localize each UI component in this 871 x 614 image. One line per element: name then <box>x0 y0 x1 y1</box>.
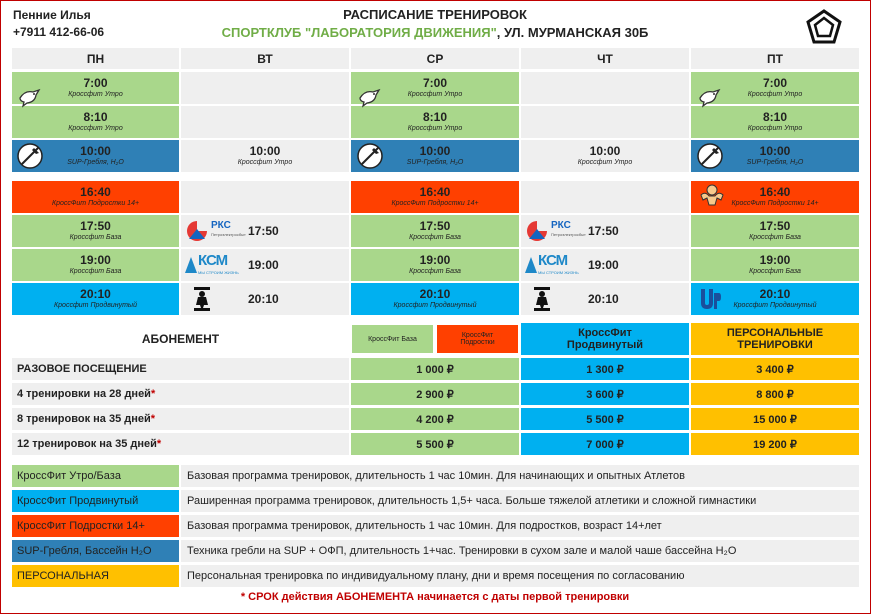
session-label: Кроссфит Утро <box>407 91 463 98</box>
rks-logo <box>185 218 245 244</box>
rks-logo-icon <box>185 219 209 243</box>
price-advanced-4: 3 600 ₽ <box>521 383 689 405</box>
legend-desc-base: Базовая программа тренировок, длительность 1 час 10мин. Для начинающих и опытных Атлетов <box>181 465 859 487</box>
ksm-logo-subtext: МЫ СТРОИМ ЖИЗНЬ <box>198 270 239 275</box>
tue-empty-slot <box>181 72 349 104</box>
sub-row-label <box>12 358 349 380</box>
session-time: 19:00 <box>419 253 451 267</box>
session-time: 8:10 <box>422 110 448 124</box>
rks-logo-subtext: Петроэлектросбыт <box>551 232 586 237</box>
session-label: Кроссфит Утро <box>407 125 463 132</box>
price-personal-8: 15 000 ₽ <box>691 408 859 430</box>
col-teens-header: КроссФит Подростки <box>437 325 518 353</box>
tue-empty-slot <box>181 106 349 138</box>
col-personal-header: ПЕРСОНАЛЬНЫЕ ТРЕНИРОВКИ <box>691 323 859 355</box>
club-line <box>200 25 670 40</box>
sub-row-text: 12 тренировок на 35 дней <box>17 438 157 450</box>
kettlebell-athlete-icon <box>191 285 213 313</box>
legend-desc-advanced: Раширенная программа тренировок, длительность 1,5+ часа. Больше тяжелой атлетики и сложной гимнастики <box>181 490 859 512</box>
session-time: 16:40 <box>759 185 791 199</box>
session-label: Кроссфит Утро <box>577 159 633 166</box>
price-personal-12: 19 200 ₽ <box>691 433 859 455</box>
ksm-logo <box>184 252 246 278</box>
day-header-wed: СР <box>351 48 519 69</box>
paddle-icon <box>356 142 384 170</box>
session-time: 20:10 <box>588 292 619 306</box>
legend-name-personal: ПЕРСОНАЛЬНАЯ <box>12 565 179 587</box>
session-label: Кроссфит База <box>69 268 122 275</box>
rks-logo-text: РКС <box>551 220 571 231</box>
paddle-icon <box>16 142 44 170</box>
ksm-logo-text: КСМ <box>198 252 228 269</box>
page-title: РАСПИСАНИЕ ТРЕНИРОВОК <box>343 7 527 22</box>
session-time: 19:00 <box>759 253 791 267</box>
bird-icon <box>357 84 383 110</box>
session-label: SUP-Гребля, H₂O <box>746 159 804 166</box>
price-base-8: 4 200 ₽ <box>351 408 519 430</box>
session-label: Кроссфит Утро <box>747 125 803 132</box>
fri-1750-base-session[interactable] <box>691 215 859 247</box>
session-time: 17:50 <box>80 219 111 233</box>
day-header-tue: ВТ <box>181 48 349 69</box>
day-header-thu: ЧТ <box>521 48 689 69</box>
session-time: 10:00 <box>80 144 111 158</box>
tue-empty-slot <box>181 181 349 213</box>
contact-phone: +7911 412-66-06 <box>13 25 105 39</box>
session-label: Кроссфит Утро <box>68 91 123 98</box>
session-label: Кроссфит Утро <box>237 159 293 166</box>
session-label: Кроссфит Утро <box>747 91 803 98</box>
thu-1000-session[interactable] <box>521 140 689 172</box>
price-personal-single: 3 400 ₽ <box>691 358 859 380</box>
fri-1900-base-session[interactable] <box>691 249 859 281</box>
session-time: 7:00 <box>422 76 448 90</box>
sub-row-text: 4 тренировки на 28 дней <box>17 388 151 400</box>
mon-1900-base-session[interactable] <box>12 249 179 281</box>
session-time: 19:00 <box>248 258 279 272</box>
price-advanced-12: 7 000 ₽ <box>521 433 689 455</box>
session-time: 17:50 <box>759 219 791 233</box>
legend-desc-teens: Базовая программа тренировок, длительность 1 час 10мин. Для подростков, возраст 14+лет <box>181 515 859 537</box>
up-logo-icon <box>698 285 722 313</box>
kettlebell-athlete-icon <box>531 285 553 313</box>
price-base-4: 2 900 ₽ <box>351 383 519 405</box>
session-time: 20:10 <box>419 287 451 301</box>
session-label: Кроссфит База <box>749 268 801 275</box>
session-time: 7:00 <box>762 76 788 90</box>
tue-1000-session[interactable] <box>181 140 349 172</box>
sub-row-star: * <box>150 388 156 400</box>
price-base-single: 1 000 ₽ <box>351 358 519 380</box>
ksm-logo-subtext: МЫ СТРОИМ ЖИЗНЬ <box>538 270 579 275</box>
legend-name-base: КроссФит Утро/База <box>12 465 179 487</box>
sub-row-star: * <box>150 413 156 425</box>
thu-empty-slot <box>521 181 689 213</box>
session-time: 17:50 <box>588 224 619 238</box>
pentagon-logo-icon <box>806 9 842 45</box>
price-advanced-8: 5 500 ₽ <box>521 408 689 430</box>
sub-row-label <box>12 433 349 455</box>
session-time: 10:00 <box>759 144 791 158</box>
legend-name-advanced: КроссФит Продвинутый <box>12 490 179 512</box>
price-personal-4: 8 800 ₽ <box>691 383 859 405</box>
price-base-12: 5 500 ₽ <box>351 433 519 455</box>
bird-icon <box>17 84 43 110</box>
session-time: 10:00 <box>249 144 281 158</box>
legend-desc-sup: Техника гребли на SUP + ОФП, длительность 1+час. Тренировки в сухом зале и малой чаше бассейна H₂O <box>181 540 859 562</box>
session-label: Кроссфит База <box>409 268 461 275</box>
sub-row-text: 8 тренировок на 35 дней <box>17 413 151 425</box>
sub-row-label <box>12 408 349 430</box>
bird-icon <box>697 84 723 110</box>
ksm-logo <box>524 252 586 278</box>
session-time: 17:50 <box>248 224 279 238</box>
sub-row-star: * <box>156 438 162 450</box>
legend-name-teens: КроссФит Подростки 14+ <box>12 515 179 537</box>
session-time: 10:00 <box>589 144 621 158</box>
fri-0810-session[interactable] <box>691 106 859 138</box>
session-label: Кроссфит Продвинутый <box>54 302 137 309</box>
session-label: КроссФит Подростки 14+ <box>51 200 140 207</box>
wed-1640-teens-session[interactable] <box>351 181 519 213</box>
ksm-logo-icon <box>184 256 198 274</box>
session-time: 8:10 <box>762 110 788 124</box>
rks-logo <box>525 218 585 244</box>
footnote: * СРОК действия АБОНЕМЕНТА начинается с даты первой тренировки <box>240 591 630 603</box>
wed-0810-session[interactable] <box>351 106 519 138</box>
wed-1750-base-session[interactable] <box>351 215 519 247</box>
session-label: Кроссфит Продвинутый <box>733 302 817 309</box>
session-label: Кроссфит Утро <box>68 125 123 132</box>
rks-logo-subtext: Петроэлектросбыт <box>211 232 246 237</box>
legend-name-sup: SUP-Гребля, Бассейн H₂O <box>12 540 179 562</box>
session-time: 16:40 <box>80 185 111 199</box>
sub-row-text: РАЗОВОЕ ПОСЕЩЕНИЕ <box>17 363 147 375</box>
day-header-fri: ПТ <box>691 48 859 69</box>
col-advanced-header: КроссФит Продвинутый <box>521 323 689 355</box>
session-time: 7:00 <box>83 76 108 90</box>
session-label: КроссФит Подростки 14+ <box>391 200 479 207</box>
session-label: Кроссфит База <box>69 234 122 241</box>
rks-logo-text: РКС <box>211 220 231 231</box>
legend-desc-personal: Персональная тренировка по индивидуальному плану, дни и время посещения по согласованию <box>181 565 859 587</box>
paddle-icon <box>696 142 724 170</box>
sub-row-label <box>12 383 349 405</box>
session-label: Кроссфит Продвинутый <box>393 302 477 309</box>
session-time: 20:10 <box>80 287 111 301</box>
col-base-header: КроссФит База <box>352 325 433 353</box>
mon-1750-base-session[interactable] <box>12 215 179 247</box>
session-time: 20:10 <box>759 287 791 301</box>
session-time: 8:10 <box>83 110 108 124</box>
ksm-logo-text: КСМ <box>538 252 568 269</box>
rks-logo-icon <box>525 219 549 243</box>
session-label: КроссФит Подростки 14+ <box>731 200 819 207</box>
thu-empty-slot <box>521 106 689 138</box>
club-address: , УЛ. МУРМАНСКАЯ 30Б <box>496 25 649 40</box>
price-advanced-single: 1 300 ₽ <box>521 358 689 380</box>
strongman-icon <box>697 183 727 211</box>
session-time: 16:40 <box>419 185 451 199</box>
session-label: SUP-Гребля, H₂O <box>406 159 464 166</box>
session-time: 19:00 <box>588 258 619 272</box>
mon-1640-teens-session[interactable] <box>12 181 179 213</box>
session-time: 20:10 <box>248 292 279 306</box>
subscription-header: АБОНЕМЕНТ <box>141 332 220 346</box>
thu-empty-slot <box>521 72 689 104</box>
ksm-logo-icon <box>524 256 538 274</box>
session-time: 17:50 <box>419 219 451 233</box>
session-time: 19:00 <box>80 253 111 267</box>
club-name: СПОРТКЛУБ "ЛАБОРАТОРИЯ ДВИЖЕНИЯ" <box>221 25 497 40</box>
wed-1900-base-session[interactable] <box>351 249 519 281</box>
session-label: SUP-Гребля, H₂O <box>67 159 124 166</box>
session-label: Кроссфит База <box>409 234 461 241</box>
contact-name: Пенние Илья <box>13 8 91 22</box>
session-time: 10:00 <box>419 144 451 158</box>
day-header-mon: ПН <box>12 48 179 69</box>
session-label: Кроссфит База <box>749 234 801 241</box>
mon-2010-advanced-session[interactable] <box>12 283 179 315</box>
mon-0810-session[interactable] <box>12 106 179 138</box>
wed-2010-advanced-session[interactable] <box>351 283 519 315</box>
